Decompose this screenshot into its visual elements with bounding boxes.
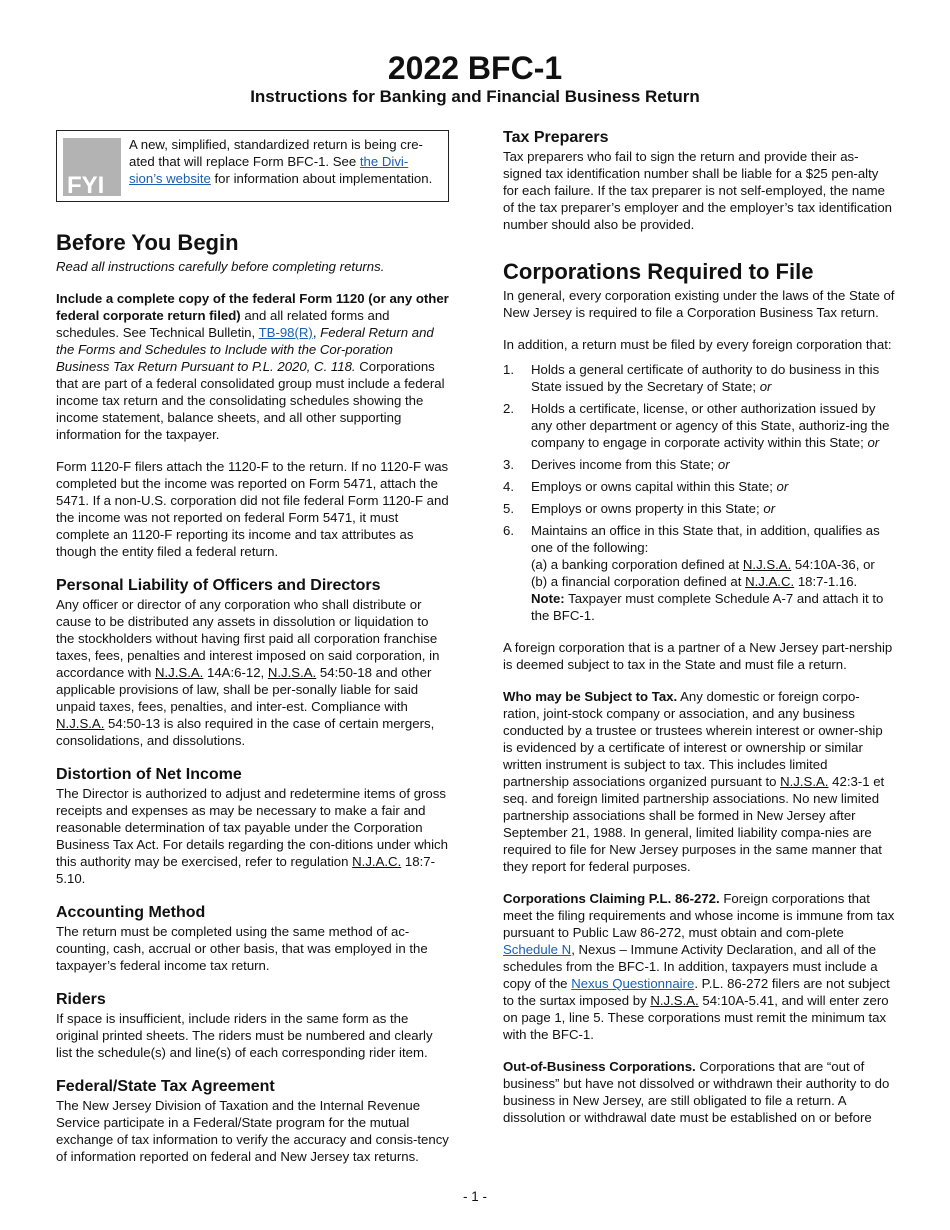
right-column bbox=[503, 128, 895, 1126]
text-part: , bbox=[312, 325, 321, 340]
text-part: 18:7-1.16. bbox=[794, 574, 858, 589]
list-item bbox=[503, 500, 895, 517]
section-personal-liability bbox=[56, 576, 449, 749]
heading-distortion: Distortion of Net Income bbox=[56, 766, 242, 783]
text-part: (a) a banking corporation defined at bbox=[531, 557, 743, 572]
fyi-text-part: for information about implementation. bbox=[210, 171, 433, 186]
paragraph-distortion bbox=[56, 785, 449, 887]
list-number: 1. bbox=[503, 362, 514, 377]
bold-label: Out-of-Business Corporations. bbox=[503, 1059, 696, 1074]
list-text bbox=[531, 361, 895, 395]
nexus-questionnaire-link[interactable]: Nexus Questionnaire bbox=[571, 976, 695, 991]
bold-label: Corporations Claiming P.L. 86-272. bbox=[503, 891, 720, 906]
section-corporations-required bbox=[503, 259, 895, 1126]
section-before-you-begin bbox=[56, 230, 449, 560]
or-text: or bbox=[776, 479, 789, 494]
paragraph-federal-form bbox=[56, 290, 449, 443]
list-text bbox=[531, 522, 895, 624]
section-tax-preparers bbox=[503, 128, 895, 233]
njac-reference: N.J.A.C. bbox=[745, 574, 795, 589]
section-riders bbox=[56, 990, 449, 1061]
fyi-text-part: A new, simplified, standardized return is being cre-ated that will replace Form BFC-1. See bbox=[129, 137, 423, 169]
or-text: or bbox=[763, 501, 776, 516]
section-accounting-method bbox=[56, 903, 449, 974]
list-item bbox=[503, 478, 895, 495]
list-number: 6. bbox=[503, 523, 514, 538]
text-part: Taxpayer must complete Schedule A-7 and attach it to the BFC-1. bbox=[531, 591, 884, 623]
requirements-list bbox=[503, 361, 895, 624]
list-text bbox=[531, 500, 895, 517]
heading-personal-liability: Personal Liability of Officers and Directors bbox=[56, 577, 381, 594]
page-title: 2022 BFC-1 bbox=[387, 50, 563, 86]
text-part: Corporations that are part of a federal consolidated group must include a federal income tax return and the consolidating schedules showing the income statement, balance sheets, and all other supporting information for the taxpayer. bbox=[56, 359, 445, 442]
text-part: (b) a financial corporation defined at bbox=[531, 574, 746, 589]
list-number: 2. bbox=[503, 401, 514, 416]
list-item bbox=[503, 361, 895, 395]
list-item bbox=[503, 522, 895, 624]
text-part: Employs or owns property in this State; bbox=[531, 501, 764, 516]
text-part: Holds a certificate, license, or other authorization issued by any other department or agency of this State, authoriz-ing the company to engage in corporate activity within this State; bbox=[531, 401, 890, 450]
paragraph-accounting-method: The return must be completed using the same method of ac-counting, cash, accrual or other basis, that was employed in the taxpayer’s federal income tax return. bbox=[56, 924, 428, 973]
heading-tax-preparers: Tax Preparers bbox=[503, 129, 609, 146]
text-part: Any officer or director of any corporation who shall distribute or cause to be distributed any assets in dissolution or liquidation to the stockholders without having first paid all corporation franchise taxes, fees, penalties and interest imposed on said corporation, in accordance with bbox=[56, 597, 440, 680]
paragraph-riders: If space is insufficient, include riders in the same form as the original printed sheets. The riders must be numbered and clearly list the schedule(s) and line(s) of each corresponding rider item. bbox=[56, 1011, 433, 1060]
njac-reference: N.J.A.C. bbox=[352, 854, 402, 869]
section-federal-state bbox=[56, 1077, 449, 1165]
left-column bbox=[56, 128, 449, 1181]
page-number: - 1 - bbox=[462, 1189, 487, 1204]
tb-98r-link[interactable]: TB-98(R) bbox=[258, 325, 313, 340]
text-part: . P.L. 86-272 filers are not subject to the surtax imposed by bbox=[503, 976, 890, 1008]
list-number: 3. bbox=[503, 457, 514, 472]
or-text: or bbox=[717, 457, 730, 472]
njsa-reference: N.J.S.A. bbox=[56, 716, 105, 731]
paragraph-claiming-pl-86-272 bbox=[503, 890, 895, 1043]
intro-text: Read all instructions carefully before completing returns. bbox=[56, 259, 385, 274]
fyi-icon: FYI bbox=[63, 138, 121, 196]
text-part: 42:3-1 et seq. and foreign limited partnership associations. No new limited partnership associations shall be formed in New Jersey after September 21, 1988. In general, limited liability compa-nies are required to file for New Jersey purposes in the same manner that they report for federal purposes. bbox=[503, 774, 885, 874]
text-part: 54:50-13 is also required in the case of certain mergers, consolidations, and dissolutions. bbox=[56, 716, 435, 748]
list-text bbox=[531, 478, 895, 495]
text-part: Maintains an office in this State that, in addition, qualifies as one of the following: bbox=[531, 523, 880, 555]
text-part: Any domestic or foreign corpo-ration, joint-stock company or association, and any business conducted by a trustee or trustees wherein interest or owner-ship is evidenced by a certificate of interest or ownership or similar written instrument is subject to tax. This includes limited partnership associations organized pursuant to bbox=[503, 689, 883, 789]
heading-accounting-method: Accounting Method bbox=[56, 904, 206, 921]
list-number: 5. bbox=[503, 501, 514, 516]
paragraph-out-of-business bbox=[503, 1058, 895, 1126]
fyi-notice-box bbox=[56, 130, 449, 202]
njsa-reference: N.J.S.A. bbox=[780, 774, 829, 789]
list-item bbox=[503, 456, 895, 473]
paragraph-partner: A foreign corporation that is a partner of a New Jersey part-nership is deemed subject to tax in the State and must file a return. bbox=[503, 640, 893, 672]
paragraph-who-may-be-subject bbox=[503, 688, 895, 875]
njsa-reference: N.J.S.A. bbox=[267, 665, 317, 680]
paragraph-tax-preparers: Tax preparers who fail to sign the return and provide their as-signed tax identification number shall be liable for a $25 pen-alty for each failure. If the tax preparer is not self-employed, the name of the tax preparer’s employer and the employer’s tax identification number should also be provided. bbox=[503, 149, 893, 232]
text-part: 54:10A-5.41, and will enter zero on page 1, line 5. These corporations must remit the minimum tax with the BFC-1. bbox=[503, 993, 889, 1042]
text-part: 14A:6-12, bbox=[203, 665, 268, 680]
paragraph-general: In general, every corporation existing under the laws of the State of New Jersey is required to file a Corporation Business Tax return. bbox=[503, 288, 895, 320]
heading-corporations-required: Corporations Required to File bbox=[503, 259, 814, 284]
text-part: 54:50-18 and other applicable provisions of law, shall be per-sonally liable for said unpaid taxes, fees, penalties, and inter-est. Compliance with bbox=[56, 665, 432, 714]
text-part: Derives income from this State; bbox=[531, 457, 718, 472]
list-item bbox=[503, 400, 895, 451]
text-part: 18:7-5.10. bbox=[56, 854, 435, 886]
paragraph-1120f: Form 1120-F filers attach the 1120-F to the return. If no 1120-F was completed but the income was reported on Form 5471, attach the 5471. If a non-U.S. corporation did not file federal Form 1120-F and the income was not reported on federal Form 5471, it must complete an 1120-F reporting its income and tax attributes as though the entity filed a federal return. bbox=[56, 459, 449, 559]
list-text bbox=[531, 456, 895, 473]
list-number: 4. bbox=[503, 479, 514, 494]
note-label: Note: bbox=[531, 591, 565, 606]
njsa-reference: N.J.S.A. bbox=[154, 665, 204, 680]
text-part: , Nexus – Immune Activity Declaration, and all of the schedules from the BFC-1. In addition, taxpayers must include a copy of the bbox=[503, 942, 878, 991]
heading-before-you-begin: Before You Begin bbox=[56, 230, 239, 255]
njsa-reference: N.J.S.A. bbox=[650, 993, 699, 1008]
text-part: Holds a general certificate of authority to do business in this State issued by the Secretary of State; bbox=[531, 362, 880, 394]
page-subtitle: Instructions for Banking and Financial Business Return bbox=[250, 87, 700, 106]
text-part: Corporations that are “out of business” but have not dissolved or withdrawn their authority to do business in New Jersey, are still obligated to file a return. A dissolution or withdrawal date must be established on or before bbox=[503, 1059, 890, 1125]
text-part: and all related forms and schedules. See Technical Bulletin, bbox=[56, 308, 390, 340]
paragraph-foreign: In addition, a return must be filed by every foreign corporation that: bbox=[503, 337, 892, 352]
fyi-text bbox=[129, 136, 440, 187]
heading-federal-state: Federal/State Tax Agreement bbox=[56, 1078, 275, 1095]
text-part: Employs or owns capital within this State; bbox=[531, 479, 777, 494]
njsa-reference: N.J.S.A. bbox=[742, 557, 792, 572]
or-text: or bbox=[867, 435, 880, 450]
italic-text: Federal Return and the Forms and Schedules to Include with the Cor-poration Business Tax Return Pursuant to P.L. 2020, C. 118. bbox=[56, 325, 434, 374]
paragraph-federal-state: The New Jersey Division of Taxation and the Internal Revenue Service participate in a Federal/State program for the mutual exchange of tax information to verify the accuracy and consis-tency of information reported on federal and New Jersey tax returns. bbox=[56, 1098, 449, 1164]
text-part: The Director is authorized to adjust and redetermine items of gross receipts and expenses as may be necessary to make a fair and reasonable determination of tax payable under the Corporation Business Tax Act. For details regarding the con-ditions under which this authority may be exercised, refer to regulation bbox=[56, 786, 448, 869]
or-text: or bbox=[759, 379, 772, 394]
text-part: Foreign corporations that meet the filing requirements and whose income is immune from tax pursuant to Public Law 86-272, must obtain and com-plete bbox=[503, 891, 895, 940]
division-website-link[interactable]: the Divi-sion’s website bbox=[129, 154, 409, 186]
schedule-n-link[interactable]: Schedule N bbox=[503, 942, 572, 957]
bold-label: Who may be Subject to Tax. bbox=[503, 689, 678, 704]
section-distortion bbox=[56, 765, 449, 887]
text-part: 54:10A-36, or bbox=[791, 557, 875, 572]
list-text bbox=[531, 400, 895, 451]
heading-riders: Riders bbox=[56, 991, 106, 1008]
bold-text: Include a complete copy of the federal Form 1120 (or any other federal corporate return filed) bbox=[56, 291, 449, 323]
paragraph-personal-liability bbox=[56, 596, 449, 749]
